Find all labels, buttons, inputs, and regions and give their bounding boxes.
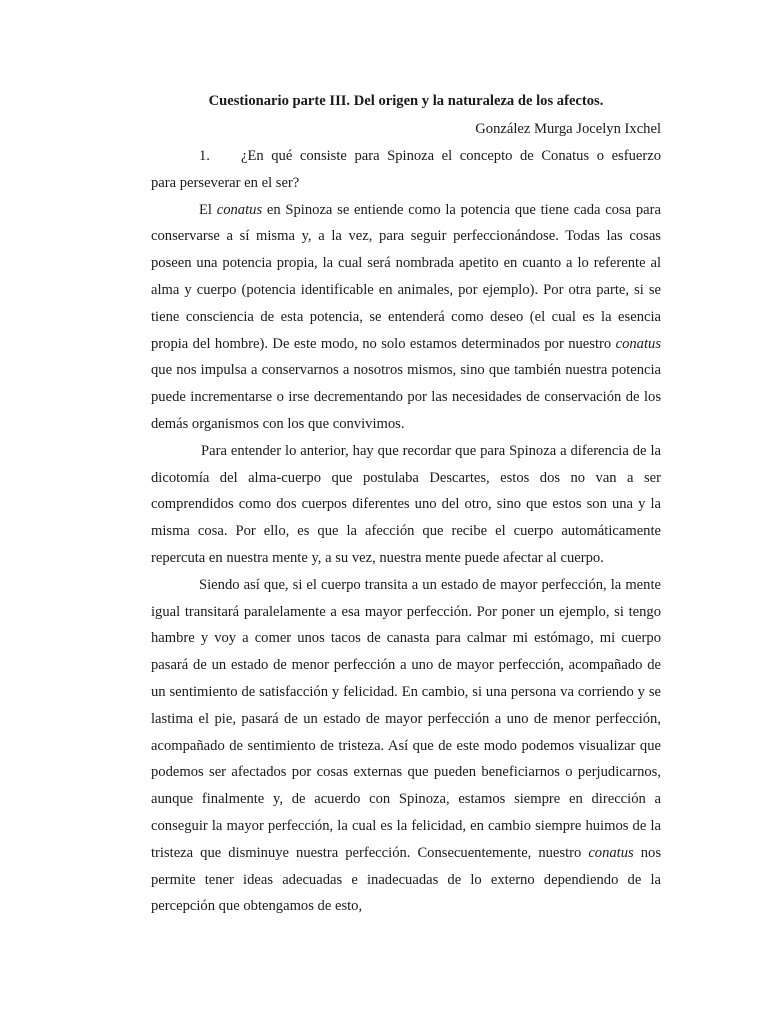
paragraph-text: que nos impulsa a conservarnos a nosotros mismos, sino que también nuestra potencia puede incrementarse o irse decrementando por las necesidades de conservación de los demás organismos con los que convivimos. bbox=[151, 362, 661, 432]
question-number: 1. bbox=[199, 148, 210, 164]
question-text-line2: para perseverar en el ser? bbox=[151, 174, 300, 191]
paragraph-text: Siendo así que, si el cuerpo transita a un estado de mayor perfección, la mente igual transitará paralelamente a esa mayor perfección. Por poner un ejemplo, si tengo hambre y voy a comer unos tacos de canasta para calmar mi estómago, mi cuerpo pasará de un estado de menor perfección a uno de mayor perfección, acompañado de un sentimiento de satisfacción y felicidad. En cambio, si una persona va corriendo y se lastima el pie, pasará de un estado de mayor perfección a uno de menor perfección, acompañado de sentimiento de tristeza. Así que de este modo podemos visualizar que podemos ser afectados por cosas externas que pueden beneficiarnos o perjudicarnos, aunque finalmente y, de acuerdo con Spinoza, estamos siempre en dirección a conseguir la mayor perfección, la cual es la felicidad, en cambio siempre huimos de la tristeza que disminuye nuestra perfección. Consecuentemente, nuestro bbox=[151, 576, 661, 861]
document-title: Cuestionario parte III. Del origen y la naturaleza de los afectos. bbox=[208, 93, 604, 109]
italic-term: conatus bbox=[216, 201, 263, 218]
document-author: González Murga Jocelyn Ixchel bbox=[475, 121, 661, 137]
paragraph bbox=[151, 197, 661, 438]
paragraph bbox=[151, 438, 661, 572]
italic-term: conatus bbox=[588, 844, 634, 861]
paragraph-text: nos permite tener ideas adecuadas e inadecuadas de lo externo dependiendo de la percepción que obtengamos de esto, bbox=[151, 844, 662, 915]
paragraph-text: en Spinoza se entiende como la potencia que tiene cada cosa para conservarse a sí misma y, a la vez, para seguir perfeccionándose. Todas las cosas poseen una potencia propia, la cual será nombrada apetito en cuanto a lo referente al alma y cuerpo (potencia identificable en animales, por ejemplo). Por otra parte, si se tiene consciencia de esta potencia, se entenderá como deseo (el cual es la esencia propia del hombre). De este modo, no solo estamos determinados por nuestro bbox=[151, 201, 661, 352]
paragraph-text: El bbox=[199, 201, 217, 218]
question-first-line bbox=[151, 143, 661, 170]
document-page bbox=[151, 88, 661, 920]
paragraph-text: Para entender lo anterior, hay que recordar que para Spinoza a diferencia de la dicotomía del alma-cuerpo que postulaba Descartes, estos dos no van a ser comprendidos como dos cuerpos diferentes uno del otro, sino que estos son una y la misma cosa. Por ello, es que la afección que recibe el cuerpo automáticamente repercuta en nuestra mente y, a su vez, nuestra mente puede afectar al cuerpo. bbox=[151, 442, 661, 566]
question-text-line1: ¿En qué consiste para Spinoza el concepto de Conatus o esfuerzo bbox=[241, 148, 661, 164]
paragraph bbox=[151, 572, 661, 920]
italic-term: conatus bbox=[615, 335, 661, 352]
question-item bbox=[151, 143, 661, 197]
